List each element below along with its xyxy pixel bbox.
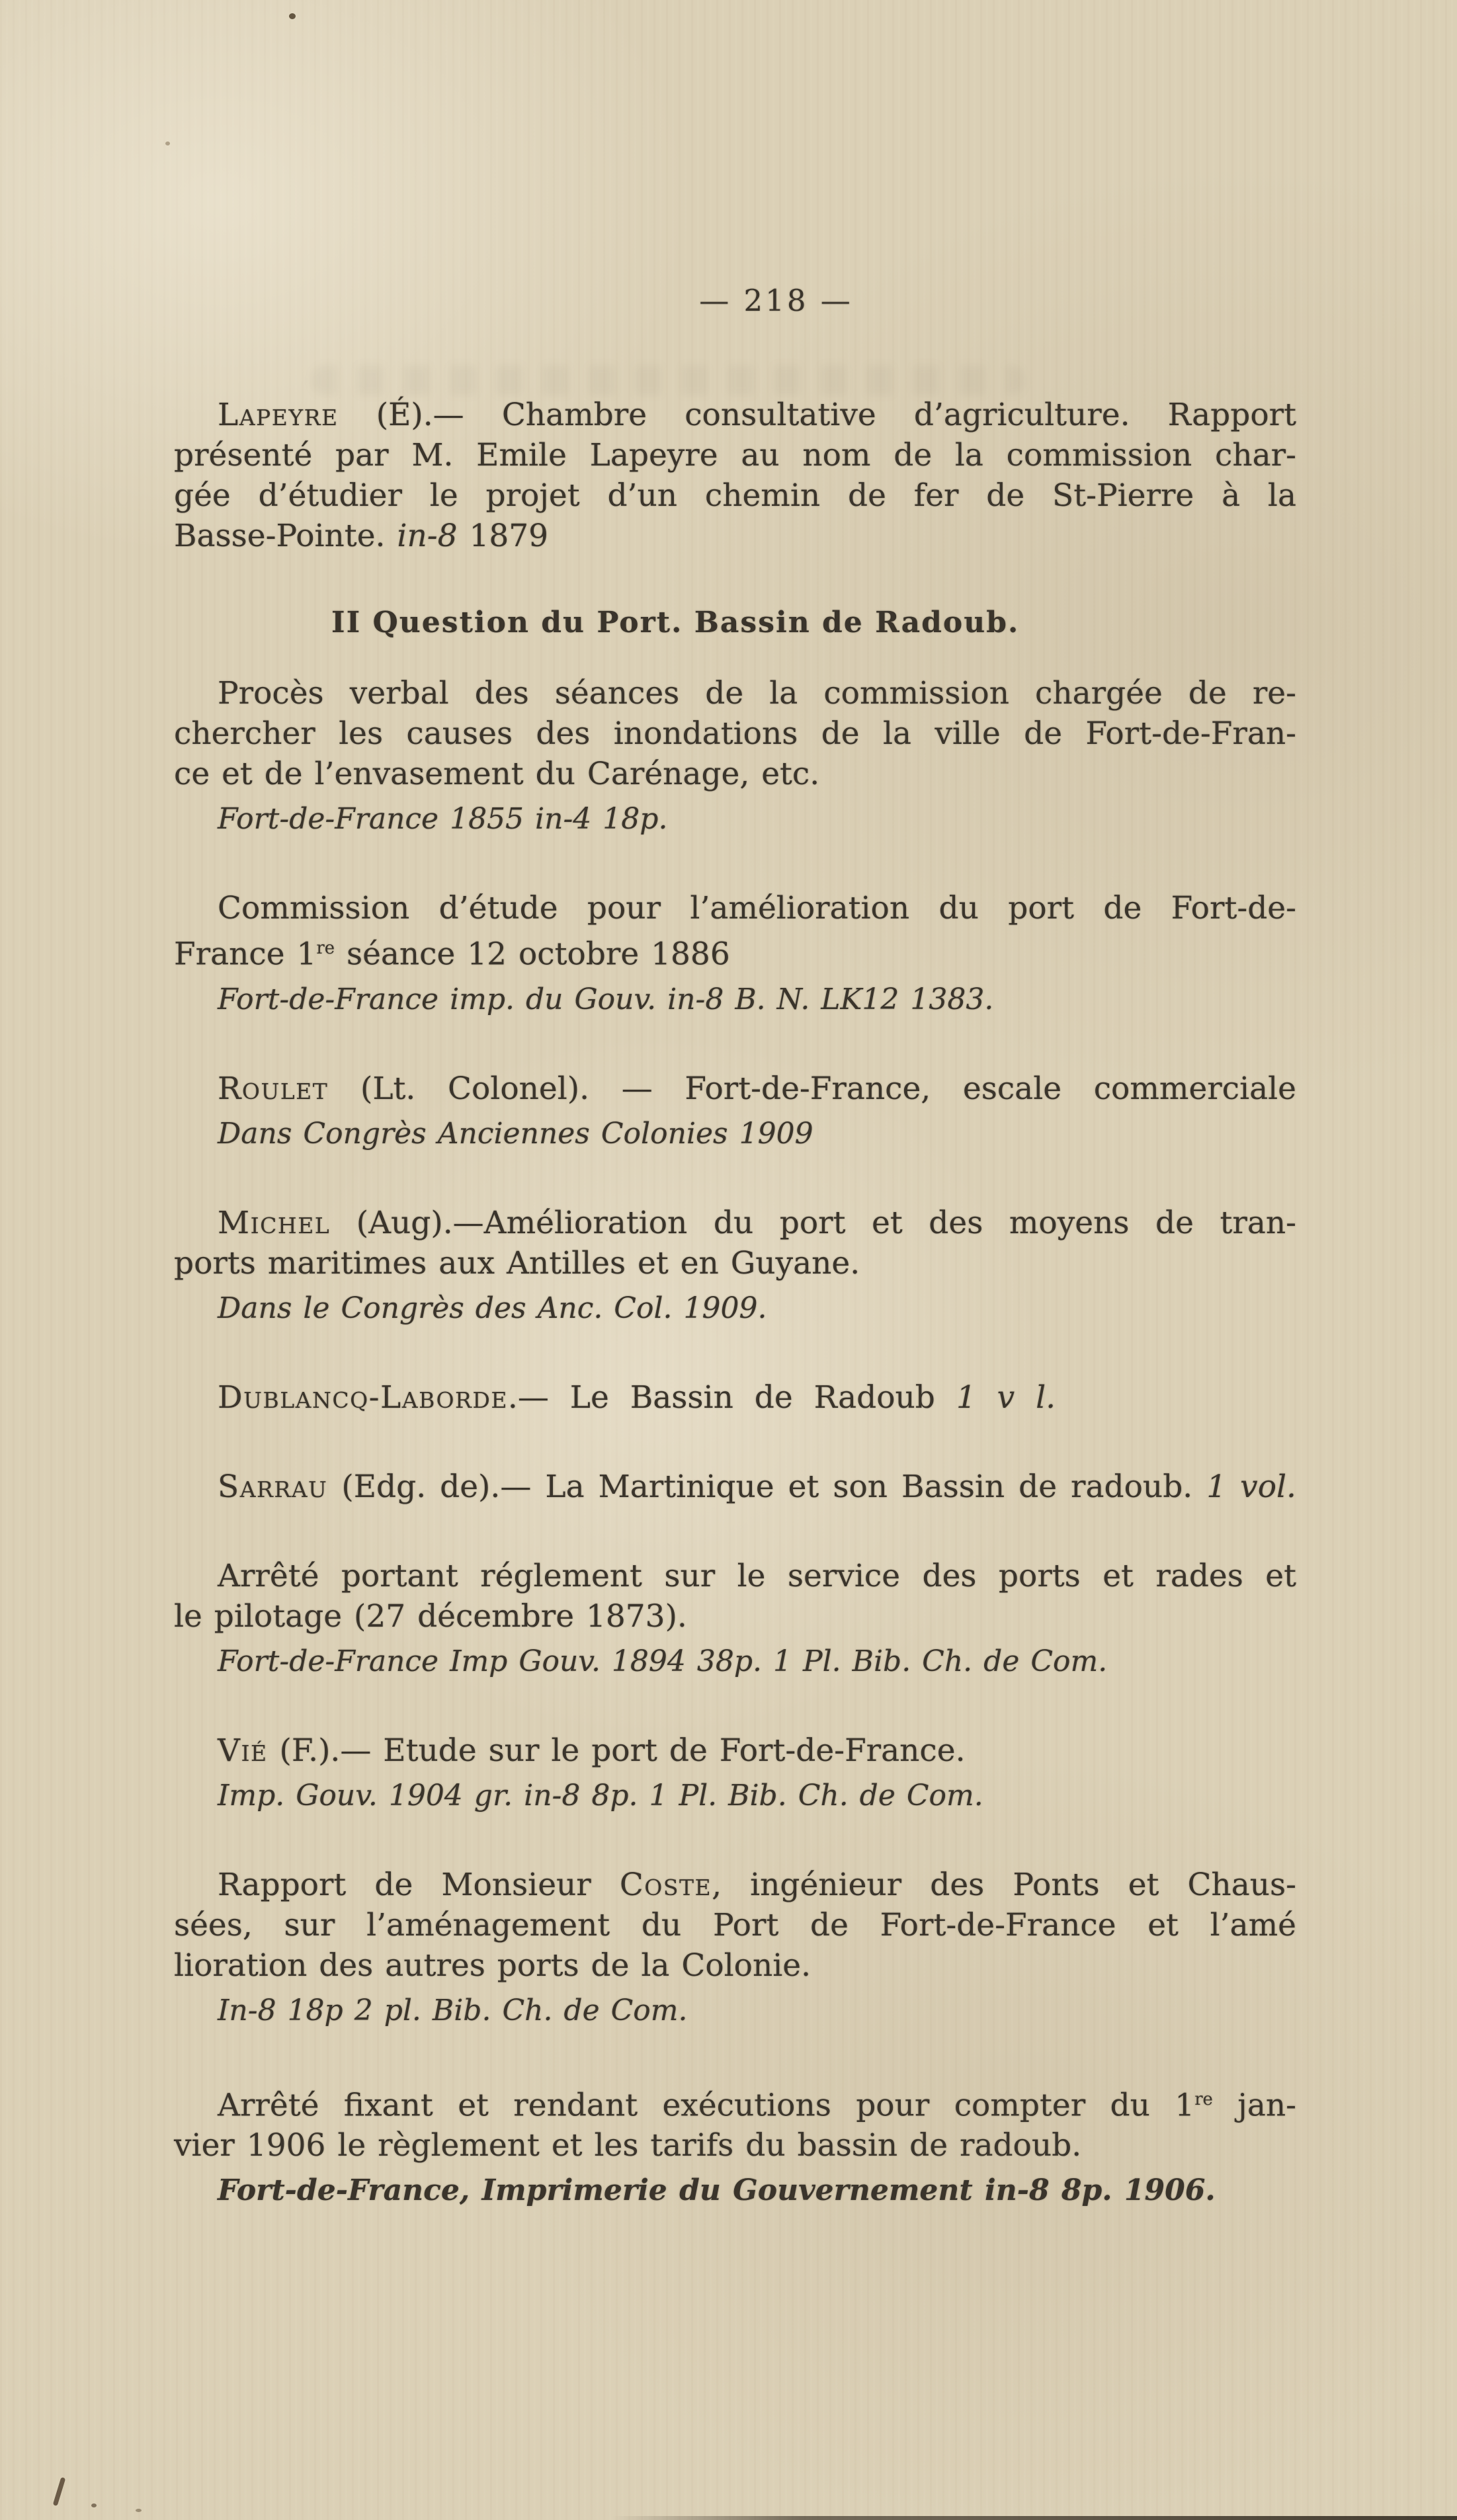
text-line: Basse-Pointe. in-8 1879 xyxy=(174,518,549,554)
section-heading: II Question du Port. Bassin de Radoub. xyxy=(331,606,1020,639)
entry-sarrau xyxy=(174,1467,1296,1507)
text-line: ports maritimes aux Antilles et en Guyane. xyxy=(174,1244,860,1281)
bibliography-entries xyxy=(174,395,1296,2211)
text-line: Michel (Aug).—Amélioration du port et des moyens de tran- xyxy=(218,1204,1296,1241)
text-line: Roulet (Lt. Colonel). — Fort-de-France, escale commerciale xyxy=(218,1070,1296,1107)
scan-edge-shadow xyxy=(0,2516,1457,2520)
entry-vie xyxy=(174,1730,1296,1816)
entry-roulet xyxy=(174,1069,1296,1154)
text-line: Arrêté fixant et rendant exécutions pour compter du 1re jan- xyxy=(218,2087,1296,2124)
text-line: ce et de l’envasement du Carénage, etc. xyxy=(174,756,820,792)
citation-line: In-8 18p 2 pl. Bib. Ch. de Com. xyxy=(218,1993,688,2027)
text-line: Vié (F.).— Etude sur le port de Fort-de-France. xyxy=(218,1732,966,1769)
text-line: Dublancq-Laborde.— Le Bassin de Radoub 1 v l. xyxy=(218,1379,1056,1416)
ink-speck xyxy=(136,2509,142,2512)
text-line: France 1re séance 12 octobre 1886 xyxy=(174,936,730,973)
entry-michel xyxy=(174,1203,1296,1328)
text-line: lioration des autres ports de la Colonie. xyxy=(174,1947,812,1984)
text-line: vier 1906 le règlement et les tarifs du bassin de radoub. xyxy=(174,2127,1082,2164)
text-line: gée d’étudier le projet d’un chemin de fer de St-Pierre à la xyxy=(174,477,1296,514)
citation-line: Fort-de-France 1855 in-4 18p. xyxy=(218,802,668,836)
text-line: chercher les causes des inondations de la ville de Fort-de-Fran- xyxy=(174,715,1296,752)
text-line: Procès verbal des séances de la commission chargée de re- xyxy=(218,675,1296,711)
page-number: — 218 — xyxy=(699,283,853,318)
entry-lapeyre xyxy=(174,395,1296,556)
ink-speck xyxy=(165,142,170,145)
entry-proces-verbal xyxy=(174,673,1296,839)
text-line: sées, sur l’aménagement du Port de Fort-de-France et l’amé xyxy=(174,1906,1296,1943)
citation-line: Dans Congrès Anciennes Colonies 1909 xyxy=(218,1116,813,1151)
text-line: le pilotage (27 décembre 1873). xyxy=(174,1598,687,1635)
page-text-column xyxy=(174,0,1296,2211)
text-line: Commission d’étude pour l’amélioration du port de Fort-de- xyxy=(218,890,1296,926)
citation-line: Dans le Congrès des Anc. Col. 1909. xyxy=(218,1291,767,1325)
text-line: Rapport de Monsieur Coste, ingénieur des Ponts et Chaus- xyxy=(218,1866,1296,1903)
entry-dublancq-laborde xyxy=(174,1377,1296,1418)
entry-arrete-tarifs-1906 xyxy=(174,2080,1296,2211)
citation-line: Imp. Gouv. 1904 gr. in-8 8p. 1 Pl. Bib. Ch. de Com. xyxy=(218,1778,983,1812)
citation-line: Fort-de-France Imp Gouv. 1894 38p. 1 Pl. Bib. Ch. de Com. xyxy=(218,1644,1108,1678)
text-line: Sarrau (Edg. de).— La Martinique et son Bassin de radoub. 1 vol. xyxy=(218,1468,1296,1505)
citation-line: Fort-de-France imp. du Gouv. in-8 B. N. LK12 1383. xyxy=(218,982,994,1016)
ink-speck xyxy=(91,2503,97,2507)
text-line: Arrêté portant réglement sur le service des ports et rades et xyxy=(218,1557,1296,1594)
entry-commission-etude xyxy=(174,888,1296,1020)
text-line: présenté par M. Emile Lapeyre au nom de la commission char- xyxy=(174,437,1296,473)
entry-rapport-coste xyxy=(174,1865,1296,2031)
text-line: Lapeyre (É).— Chambre consultative d’agriculture. Rapport xyxy=(218,397,1296,433)
entry-arrete-ports-rades xyxy=(174,1556,1296,1682)
citation-line: Fort-de-France, Imprimerie du Gouvernement in-8 8p. 1906. xyxy=(218,2174,1216,2208)
